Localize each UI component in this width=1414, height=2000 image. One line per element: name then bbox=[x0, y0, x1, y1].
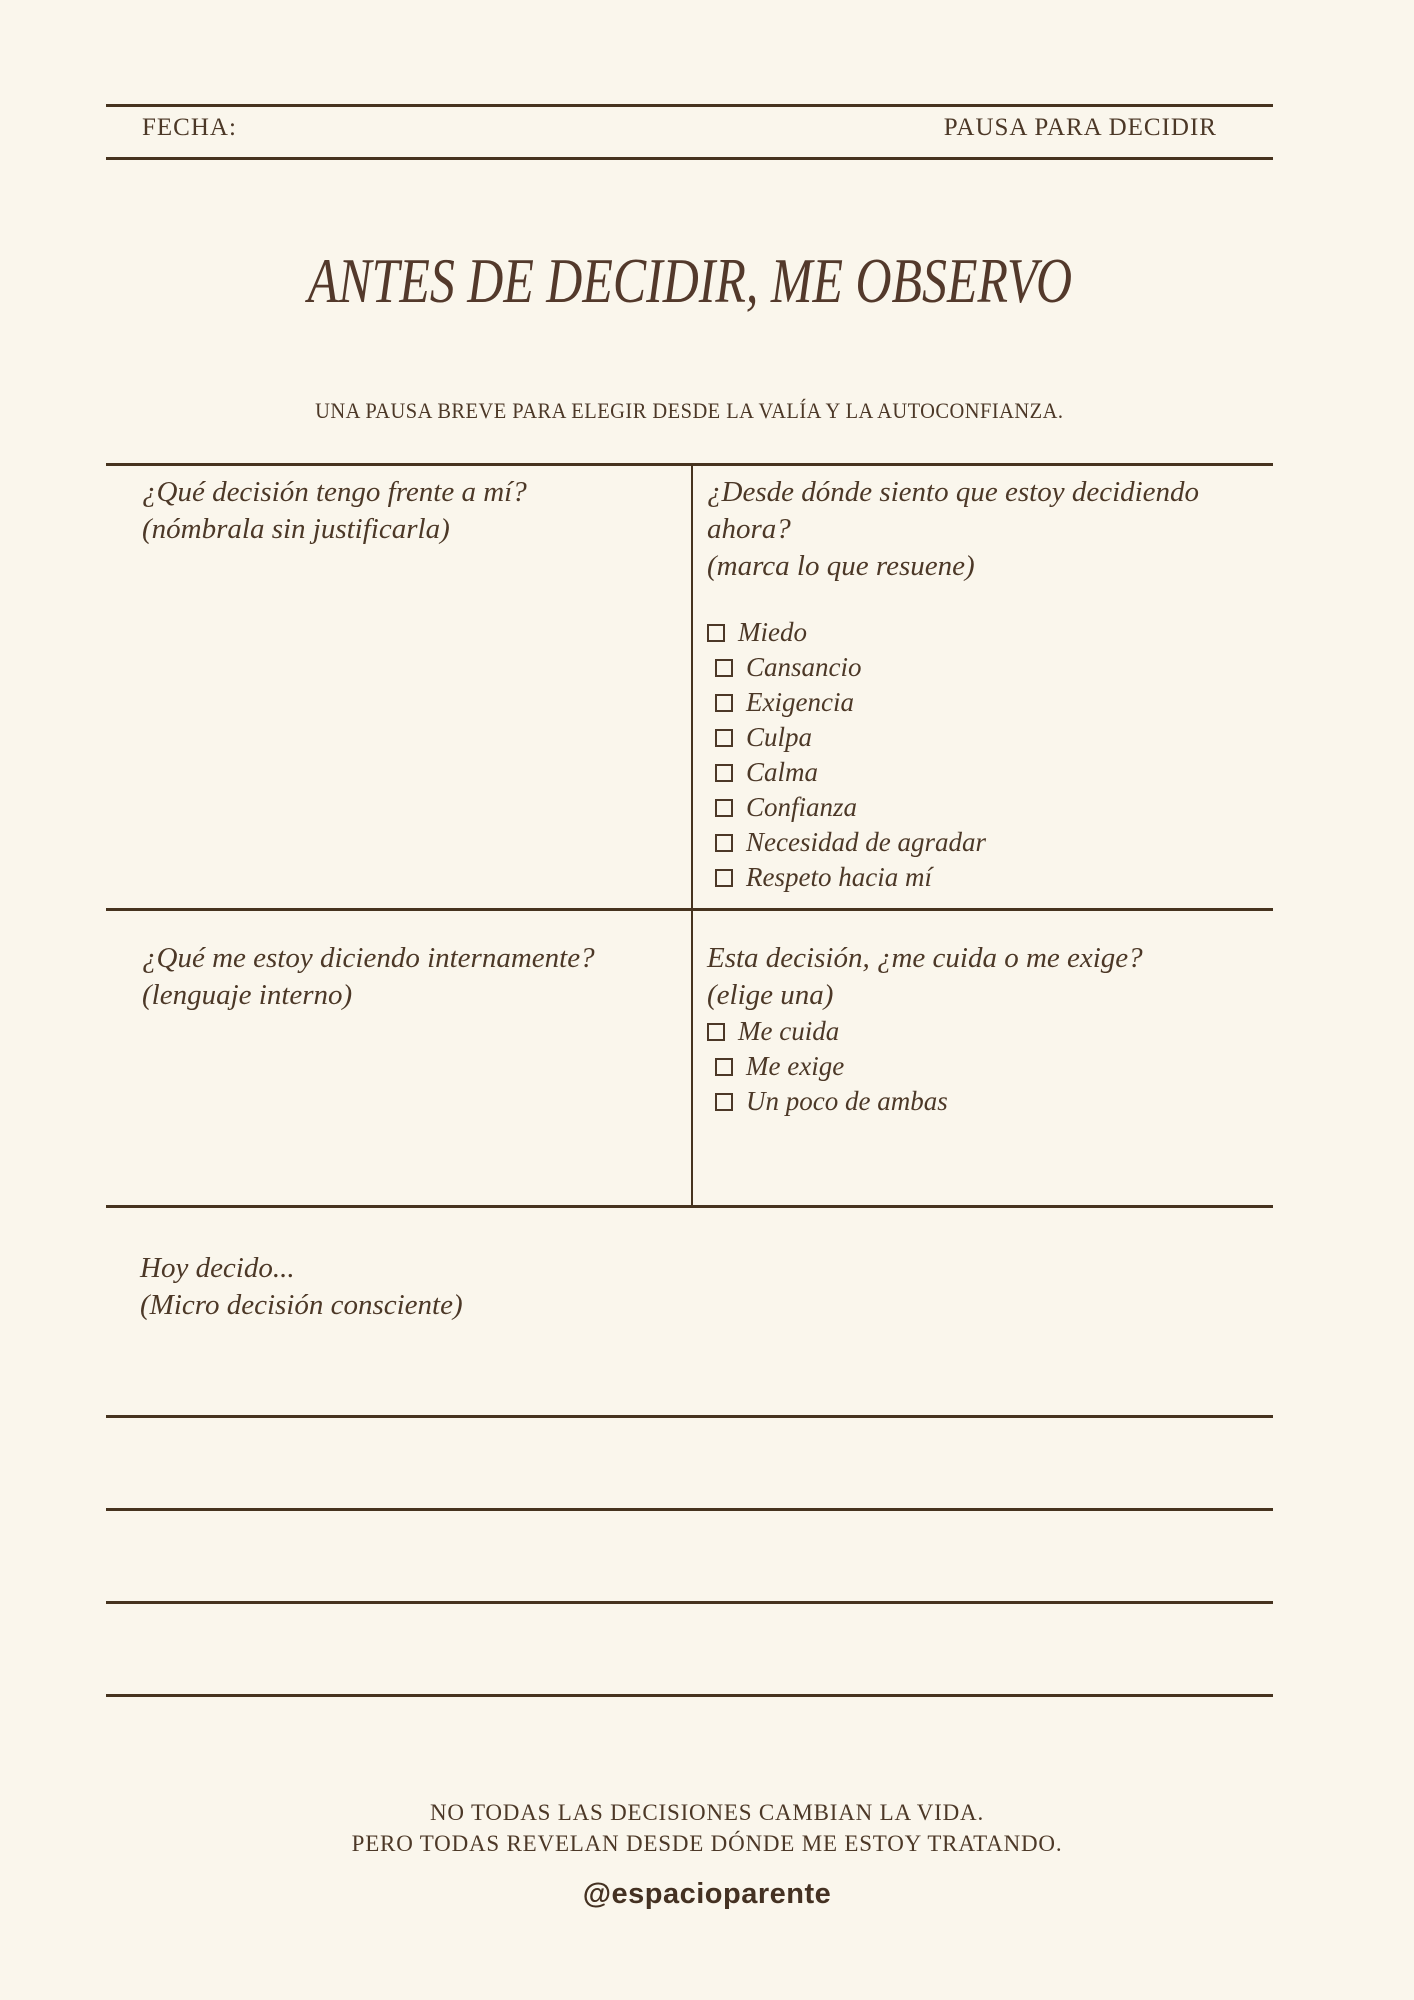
checklist-option bbox=[707, 1014, 1252, 1049]
writing-line[interactable] bbox=[106, 1694, 1273, 1697]
option-label: Culpa bbox=[746, 722, 813, 752]
checkbox-icon[interactable] bbox=[707, 624, 725, 642]
page-title bbox=[106, 244, 1273, 318]
option-label: Me cuida bbox=[738, 1016, 840, 1046]
cell-question: Esta decisión, ¿me cuida o me exige? bbox=[707, 942, 1143, 974]
checklist-option bbox=[715, 1049, 1252, 1084]
checkbox-icon[interactable] bbox=[715, 729, 733, 747]
cell-question: ¿Qué me estoy diciendo internamente? bbox=[142, 942, 595, 974]
header-rule-top bbox=[106, 104, 1273, 107]
page-title-text: ANTES DE DECIDIR, ME OBSERVO bbox=[307, 245, 1072, 316]
instagram-handle: @espacioparente bbox=[582, 1878, 832, 1910]
cell-inner-language bbox=[142, 940, 622, 1014]
checkbox-icon[interactable] bbox=[715, 1058, 733, 1076]
writing-lines bbox=[106, 1415, 1273, 1697]
option-label: Necesidad de agradar bbox=[746, 827, 986, 857]
checkbox-icon[interactable] bbox=[715, 834, 733, 852]
cell-question: ¿Desde dónde siento que estoy decidiendo ahora? bbox=[707, 476, 1200, 545]
grid-rule-bottom bbox=[106, 1205, 1273, 1208]
cell-hint: (nómbrala sin justificarla) bbox=[142, 513, 450, 545]
page-subtitle-text: UNA PAUSA BREVE PARA ELEGIR DESDE LA VALÍA Y LA AUTOCONFIANZA. bbox=[315, 398, 1064, 423]
date-label: FECHA: bbox=[142, 114, 237, 141]
option-label: Respeto hacia mí bbox=[746, 862, 932, 892]
writing-line[interactable] bbox=[106, 1415, 1273, 1418]
option-label: Exigencia bbox=[746, 687, 854, 717]
cell-question: ¿Qué decisión tengo frente a mí? bbox=[142, 476, 527, 508]
checklist-option bbox=[715, 755, 1252, 790]
grid-rule-vertical bbox=[691, 463, 693, 1208]
checklist-option bbox=[715, 685, 1252, 720]
checklist-option bbox=[715, 790, 1252, 825]
checklist-option bbox=[715, 1084, 1252, 1119]
cell-care-or-demand bbox=[707, 940, 1252, 1119]
checkbox-icon[interactable] bbox=[715, 659, 733, 677]
checklist-option bbox=[715, 825, 1252, 860]
checkbox-icon[interactable] bbox=[715, 869, 733, 887]
option-label: Calma bbox=[746, 757, 819, 787]
option-label: Confianza bbox=[746, 792, 858, 822]
footer-quote-line2: PERO TODAS REVELAN DESDE DÓNDE ME ESTOY TRATANDO. bbox=[351, 1831, 1063, 1856]
prompt-hint: (Micro decisión consciente) bbox=[140, 1289, 463, 1321]
checklist-option bbox=[707, 615, 1252, 650]
cell-hint: (lenguaje interno) bbox=[142, 979, 353, 1011]
option-label: Miedo bbox=[738, 617, 807, 647]
checkbox-icon[interactable] bbox=[715, 764, 733, 782]
checkbox-icon[interactable] bbox=[715, 1093, 733, 1111]
cell-hint: (marca lo que resuene) bbox=[707, 550, 975, 582]
care-demand-checklist bbox=[707, 1014, 1252, 1119]
option-label: Un poco de ambas bbox=[746, 1086, 948, 1116]
option-label: Cansancio bbox=[746, 652, 862, 682]
header-rule-bottom bbox=[106, 157, 1273, 160]
cell-feeling-source bbox=[707, 474, 1252, 895]
checkbox-icon[interactable] bbox=[715, 799, 733, 817]
writing-line[interactable] bbox=[106, 1601, 1273, 1604]
micro-decision-prompt bbox=[140, 1250, 463, 1324]
footer-quote-line1: NO TODAS LAS DECISIONES CAMBIAN LA VIDA. bbox=[429, 1800, 984, 1825]
cell-decision-question bbox=[142, 474, 622, 548]
option-label: Me exige bbox=[746, 1051, 845, 1081]
checkbox-icon[interactable] bbox=[715, 694, 733, 712]
checklist-option bbox=[715, 720, 1252, 755]
checkbox-icon[interactable] bbox=[707, 1023, 725, 1041]
feelings-checklist bbox=[707, 615, 1252, 895]
page-subtitle bbox=[106, 398, 1273, 424]
writing-line[interactable] bbox=[106, 1508, 1273, 1511]
checklist-option bbox=[715, 650, 1252, 685]
header-row bbox=[106, 114, 1273, 142]
cell-hint: (elige una) bbox=[707, 979, 834, 1011]
prompt-lead: Hoy decido... bbox=[140, 1252, 295, 1284]
header-title-label: PAUSA PARA DECIDIR bbox=[943, 114, 1217, 141]
footer-quote bbox=[0, 1797, 1414, 1859]
checklist-option bbox=[715, 860, 1252, 895]
grid-rule-top bbox=[106, 463, 1273, 466]
grid-rule-middle bbox=[106, 908, 1273, 911]
